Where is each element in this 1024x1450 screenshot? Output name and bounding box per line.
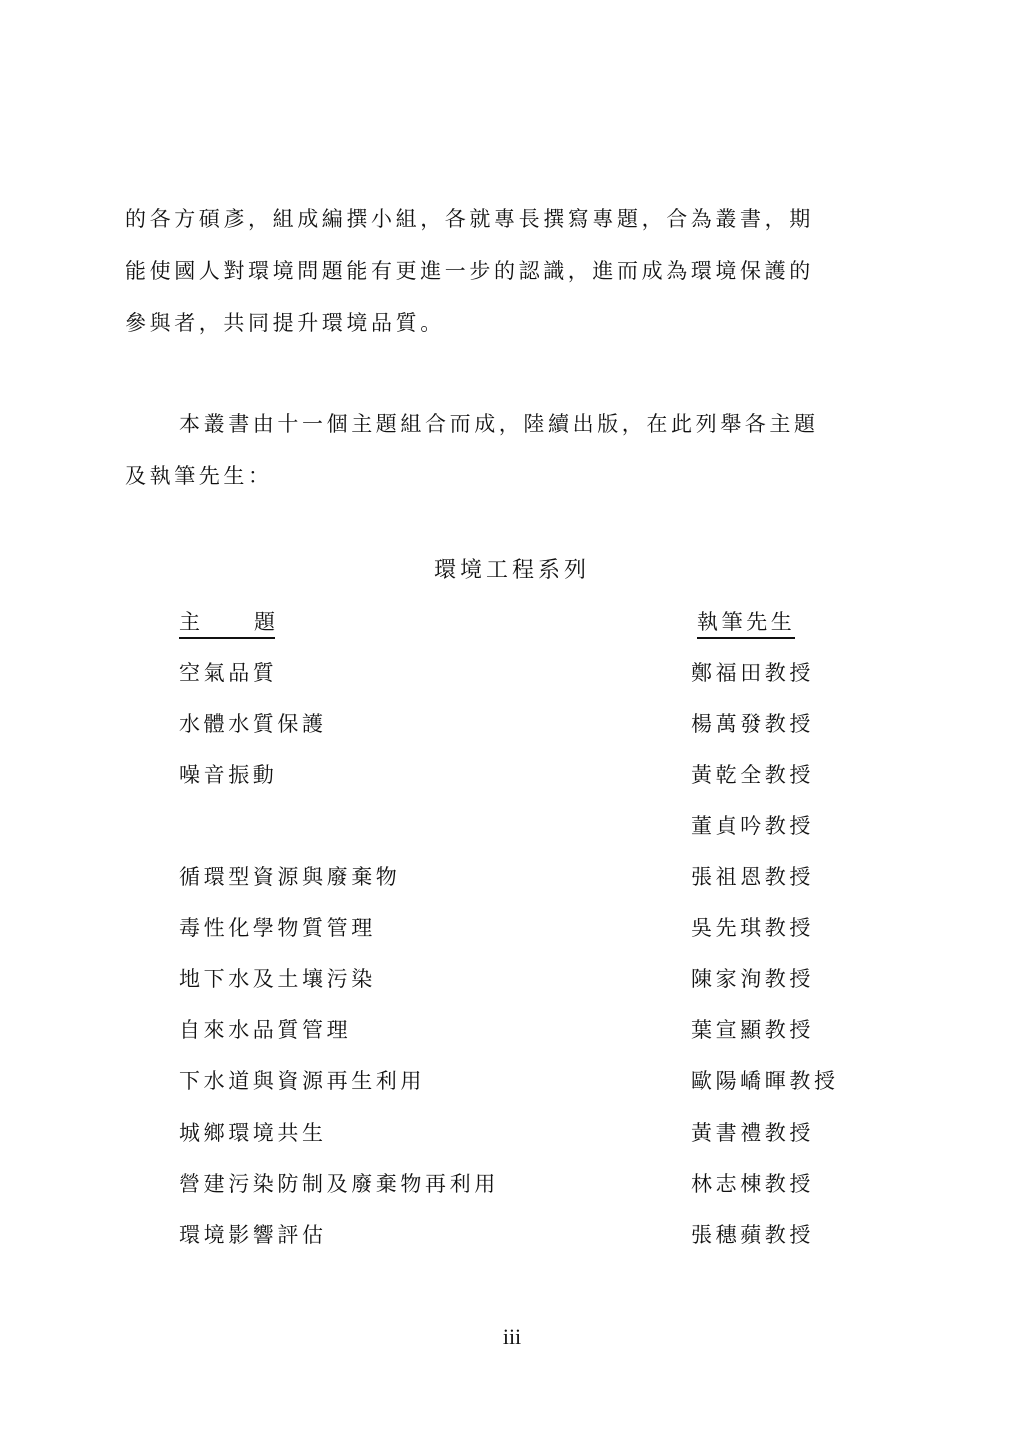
list-row	[0, 965, 1024, 1005]
row-topic: 噪音振動	[179, 763, 278, 787]
header-topic-char-1: 主	[179, 610, 200, 634]
row-topic: 毒性化學物質管理	[179, 916, 376, 940]
row-author: 董貞吟教授	[691, 814, 814, 838]
list-row	[0, 1170, 1024, 1210]
row-author: 吳先琪教授	[691, 916, 814, 940]
paragraph-1-line-3: 參與者，共同提升環境品質。	[125, 311, 445, 335]
list-row	[0, 1067, 1024, 1107]
paragraph-1-line-1: 的各方碩彥，組成編撰小組，各就專長撰寫專題，合為叢書，期	[125, 207, 814, 231]
list-row	[0, 1221, 1024, 1261]
row-author: 鄭福田教授	[691, 661, 814, 685]
row-topic: 空氣品質	[179, 661, 278, 685]
row-author: 張穗蘋教授	[691, 1223, 814, 1247]
paragraph-2-line-2: 及執筆先生：	[125, 464, 273, 488]
row-author: 楊萬發教授	[691, 712, 814, 736]
row-topic: 地下水及土壤污染	[179, 967, 376, 991]
row-topic: 城鄉環境共生	[179, 1121, 327, 1145]
row-author: 葉宣顯教授	[691, 1018, 814, 1042]
row-topic: 環境影響評估	[179, 1223, 327, 1247]
list-row	[0, 761, 1024, 801]
row-author: 黃書禮教授	[691, 1121, 814, 1145]
row-topic: 循環型資源與廢棄物	[179, 865, 401, 889]
page-number: iii	[502, 1324, 522, 1349]
list-row	[0, 1119, 1024, 1159]
row-topic: 下水道與資源再生利用	[179, 1069, 425, 1093]
header-topic-char-2: 題	[254, 610, 275, 634]
list-row	[0, 914, 1024, 954]
row-author: 歐陽嶠暉教授	[691, 1069, 839, 1093]
row-topic: 營建污染防制及廢棄物再利用	[179, 1172, 499, 1196]
series-title: 環境工程系列	[433, 558, 590, 583]
row-author: 黃乾全教授	[691, 763, 814, 787]
row-author: 陳家洵教授	[691, 967, 814, 991]
header-topic	[179, 608, 275, 639]
list-row	[0, 812, 1024, 852]
row-author: 張祖恩教授	[691, 865, 814, 889]
list-row	[0, 710, 1024, 750]
row-author: 林志棟教授	[691, 1172, 814, 1196]
header-author: 執筆先生	[697, 608, 795, 639]
paragraph-2-line-1: 本叢書由十一個主題組合而成，陸續出版，在此列舉各主題	[179, 412, 819, 436]
list-row	[0, 1016, 1024, 1056]
row-topic: 水體水質保護	[179, 712, 327, 736]
paragraph-1-line-2: 能使國人對環境問題能有更進一步的認識，進而成為環境保護的	[125, 259, 814, 283]
list-row	[0, 659, 1024, 699]
row-topic: 自來水品質管理	[179, 1018, 352, 1042]
list-row	[0, 863, 1024, 903]
